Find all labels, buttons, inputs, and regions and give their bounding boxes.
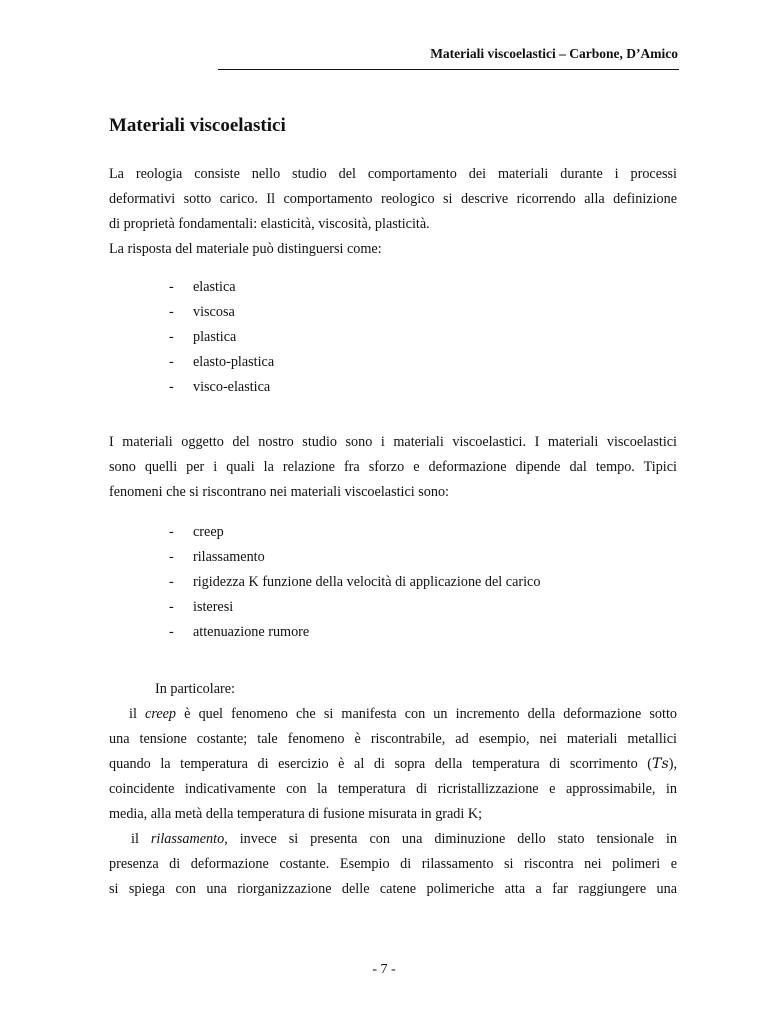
study-line-2: sono quelli per i quali la relazione fra sforzo e deformazione dipende dal tempo. Tipici <box>109 459 677 475</box>
creep-line-4: coincidente indicativamente con la temperatura di ricristallizzazione e approssimabile, in <box>109 781 677 797</box>
creep-line-5: media, alla metà della temperatura di fusione misurata in gradi K; <box>109 806 483 822</box>
relaxation-term: rilassamento <box>150 831 225 847</box>
page-number: - 7 - <box>372 962 396 977</box>
intro-paragraph <box>109 162 677 262</box>
relaxation-first-line: il rilassamento, invece si presenta con una diminuzione dello stato tensionale in <box>131 831 677 847</box>
section-title: Materiali viscoelastici <box>109 115 286 136</box>
details-lead: In particolare: <box>155 681 235 697</box>
creep-term: creep <box>145 706 177 722</box>
list-item: - attenuazione rumore <box>169 624 310 640</box>
list-item: - elastica <box>169 279 236 295</box>
header-rule <box>218 69 679 70</box>
study-paragraph <box>109 430 677 505</box>
creep-line-3: quando la temperatura di esercizio è al di sopra della temperatura di scorrimento (𝑇𝑠), <box>109 756 677 772</box>
intro-line-2: deformativi sotto carico. Il comportamento reologico si descrive ricorrendo alla definizione <box>109 191 677 207</box>
list-item: - rilassamento <box>169 549 265 565</box>
list-item: - isteresi <box>169 599 234 615</box>
relaxation-line-2: presenza di deformazione costante. Esempio di rilassamento si riscontra nei polimeri e <box>109 856 677 872</box>
study-line-3: fenomeni che si riscontrano nei materiali viscoelastici sono: <box>109 484 450 500</box>
intro-line-3: di proprietà fondamentali: elasticità, viscosità, plasticità. <box>109 216 430 232</box>
creep-first-line: il creep è quel fenomeno che si manifesta con un incremento della deformazione sotto <box>129 706 677 722</box>
running-header: Materiali viscoelastici – Carbone, D’Amico <box>430 46 678 61</box>
list-item: - viscosa <box>169 304 235 320</box>
list-item: - elasto-plastica <box>169 354 275 370</box>
intro-line-1: La reologia consiste nello studio del comportamento dei materiali durante i processi <box>109 166 677 182</box>
details-paragraph <box>109 677 677 902</box>
response-intro-line: La risposta del materiale può distinguersi come: <box>109 241 382 257</box>
response-types-list <box>169 275 274 400</box>
list-item: - rigidezza K funzione della velocità di applicazione del carico <box>169 574 541 590</box>
relaxation-line-3: si spiega con una riorganizzazione delle catene polimeriche atta a far raggiungere una <box>109 881 677 897</box>
list-item: - plastica <box>169 329 237 345</box>
list-item: - visco-elastica <box>169 379 271 395</box>
study-line-1: I materiali oggetto del nostro studio sono i materiali viscoelastici. I materiali viscoelastici <box>109 434 677 450</box>
list-item: - creep <box>169 524 224 540</box>
phenomena-list <box>169 520 540 645</box>
creep-line-2: una tensione costante; tale fenomeno è riscontrabile, ad esempio, nei materiali metallici <box>109 731 677 747</box>
